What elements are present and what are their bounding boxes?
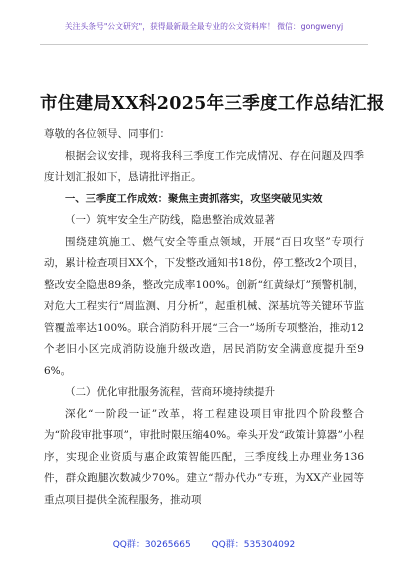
greeting: 尊敬的各位领导、同事们： bbox=[44, 128, 170, 140]
document-body bbox=[44, 124, 364, 511]
qq-group-1: QQ群：30265665 bbox=[112, 540, 191, 550]
page-title: 市住建局XX科2025年三季度工作总结汇报 bbox=[40, 94, 385, 114]
subsection-heading-2: （二）优化审批服务流程，营商环境持续提升 bbox=[65, 386, 275, 398]
subsection-body-2: 深化“一阶段一证”改革，将工程建设项目审批四个阶段整合为“阶段审批事项”，审批时限压缩40%。牵头开发“政策计算器”小程序，实现企业资质与惠企政策智能匹配，三季度线上办理业务136件，群众跑腿次数减少70%。建立“帮办代办”专班，为XX产业园等重点项目提供全流程服务，推动项 bbox=[44, 407, 364, 506]
intro-paragraph: 根据会议安排，现将我科三季度工作完成情况、存在问题及四季度计划汇报如下，恳请批评指正。 bbox=[44, 149, 364, 183]
section-heading: 一、三季度工作成效：聚焦主责抓落实，攻坚突破见实效 bbox=[65, 192, 323, 205]
footer-contacts bbox=[40, 536, 368, 554]
qq-group-2: QQ群：535304092 bbox=[211, 540, 296, 550]
header-banner: 关注头条号"公文研究"，获得最新最全最专业的公文资料库！ 微信：gongwenyj bbox=[40, 20, 368, 45]
subsection-heading-1: （一）筑牢安全生产防线，隐患整治成效显著 bbox=[65, 214, 275, 226]
subsection-body-1: 围绕建筑施工、燃气安全等重点领域，开展“百日攻坚”专项行动，累计检查项目XX个，下发整改通知书18份，停工整改2个项目，整改安全隐患89条，整改完成率100%。创新“红黄绿灯”预警机制，对危大工程实行“周监测、月分析”，起重机械、深基坑等关键环节监管覆盖率达100%。联合消防科开展“三合一”场所专项整治，推动12个老旧小区完成消防设施升级改造，居民消防安全满意度提升至96%。 bbox=[44, 235, 364, 377]
